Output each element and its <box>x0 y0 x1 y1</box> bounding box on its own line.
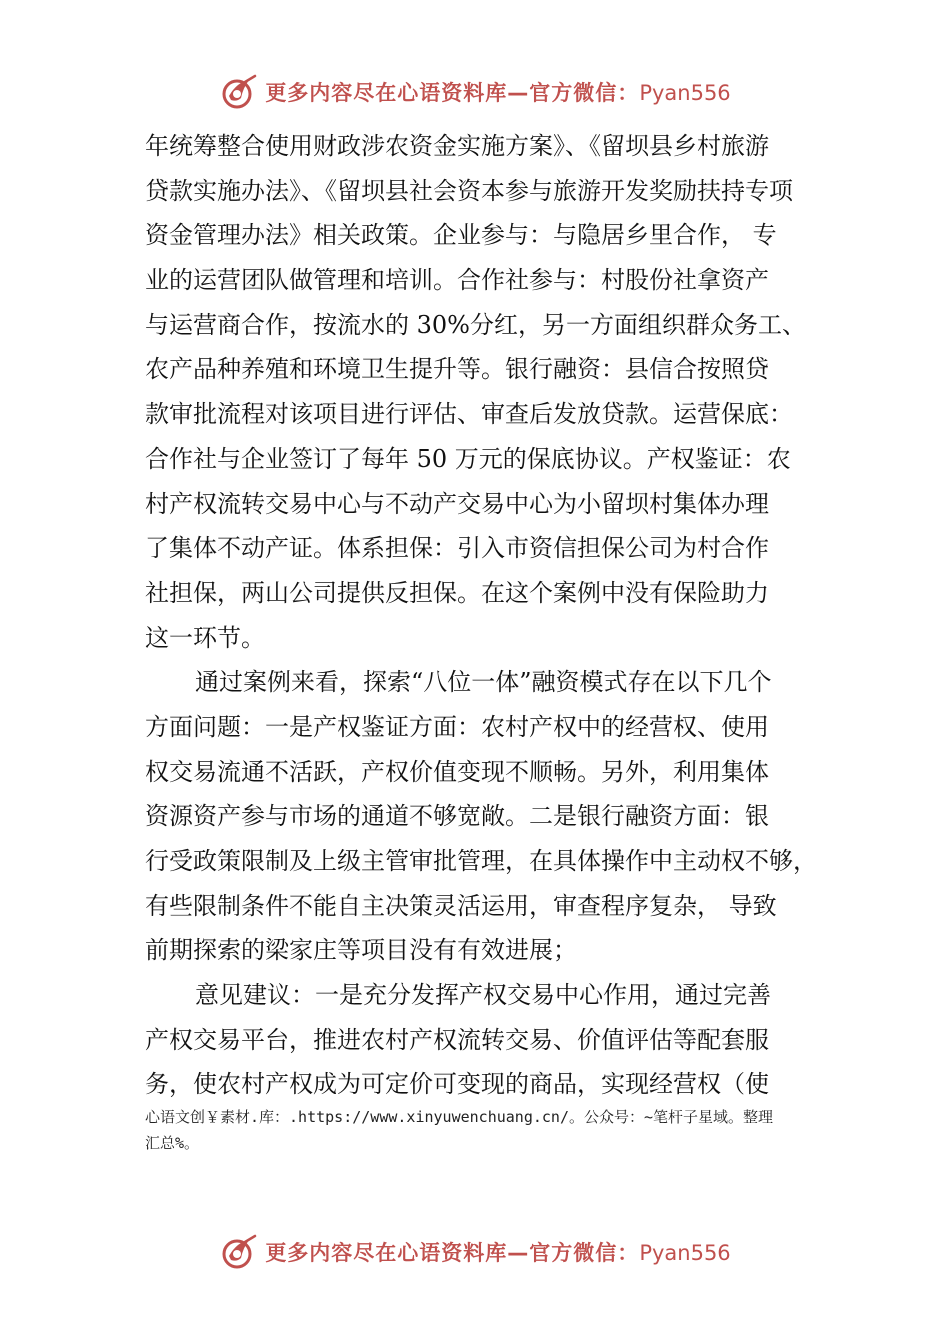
header-banner <box>0 72 950 112</box>
text-line: 有些限制条件不能自主决策灵活运用，审查程序复杂， 导致 <box>145 891 777 920</box>
brand-logo-icon <box>219 72 259 112</box>
text-line: 行受政策限制及上级主管审批管理，在具体操作中主动权不够， <box>145 847 817 875</box>
brand-logo-icon <box>219 1232 259 1272</box>
text-line: 农产品种养殖和环境卫生提升等。银行融资：县信合按照贷 <box>145 355 769 384</box>
banner-text: 更多内容尽在心语资料库—官方微信：Pyan556 <box>265 1241 731 1265</box>
text-line: 资金管理办法》相关政策。企业参与：与隐居乡里合作， 专 <box>145 221 777 250</box>
text-line: 方面问题：一是产权鉴证方面：农村产权中的经营权、使用 <box>145 712 769 741</box>
text-line: 前期探索的梁家庄等项目没有有效进展； <box>145 936 577 965</box>
text-line: 这一环节。 <box>145 623 265 652</box>
text-line: 产权交易平台，推进农村产权流转交易、价值评估等配套服 <box>145 1025 769 1054</box>
footer-banner <box>0 1232 950 1272</box>
source-note-line: 心语文创￥素材.库：.https://www.xinyuwenchuang.cn/。公众号：~笔杆子星域。整理 <box>145 1108 774 1126</box>
text-line: 务，使农村产权成为可定价可变现的商品，实现经营权（使 <box>145 1070 769 1099</box>
text-line: 年统筹整合使用财政涉农资金实施方案》、《留坝县乡村旅游 <box>145 132 769 160</box>
text-line: 贷款实施办法》、《留坝县社会资本参与旅游开发奖励扶持专项 <box>145 176 793 205</box>
wechat-id: Pyan556 <box>639 81 731 105</box>
text-line: 款审批流程对该项目进行评估、审查后发放贷款。运营保底： <box>145 400 793 429</box>
wechat-id: Pyan556 <box>639 1241 731 1265</box>
paragraph-case-description <box>145 124 825 660</box>
source-note-line: 汇总%。 <box>145 1134 200 1152</box>
document-body <box>145 124 825 1107</box>
text-line: 业的运营团队做管理和培训。合作社参与：村股份社拿资产 <box>145 266 769 295</box>
source-note <box>145 1104 825 1156</box>
paragraph-suggestions <box>145 973 825 1107</box>
text-line: 合作社与企业签订了每年 50 万元的保底协议。产权鉴证：农 <box>145 444 791 473</box>
text-line: 社担保，两山公司提供反担保。在这个案例中没有保险助力 <box>145 578 769 607</box>
text-line: 通过案例来看，探索“八位一体”融资模式存在以下几个 <box>195 668 772 697</box>
text-line: 权交易流通不活跃，产权价值变现不顺畅。另外，利用集体 <box>145 757 769 786</box>
text-line: 意见建议：一是充分发挥产权交易中心作用，通过完善 <box>195 981 771 1010</box>
paragraph-problems <box>145 660 825 973</box>
text-line: 了集体不动产证。体系担保：引入市资信担保公司为村合作 <box>145 534 769 563</box>
text-line: 村产权流转交易中心与不动产交易中心为小留坝村集体办理 <box>145 489 769 518</box>
banner-text: 更多内容尽在心语资料库—官方微信：Pyan556 <box>265 81 731 105</box>
text-line: 与运营商合作，按流水的 30%分红，另一方面组织群众务工、 <box>145 310 806 339</box>
text-line: 资源资产参与市场的通道不够宽敞。二是银行融资方面：银 <box>145 802 769 831</box>
